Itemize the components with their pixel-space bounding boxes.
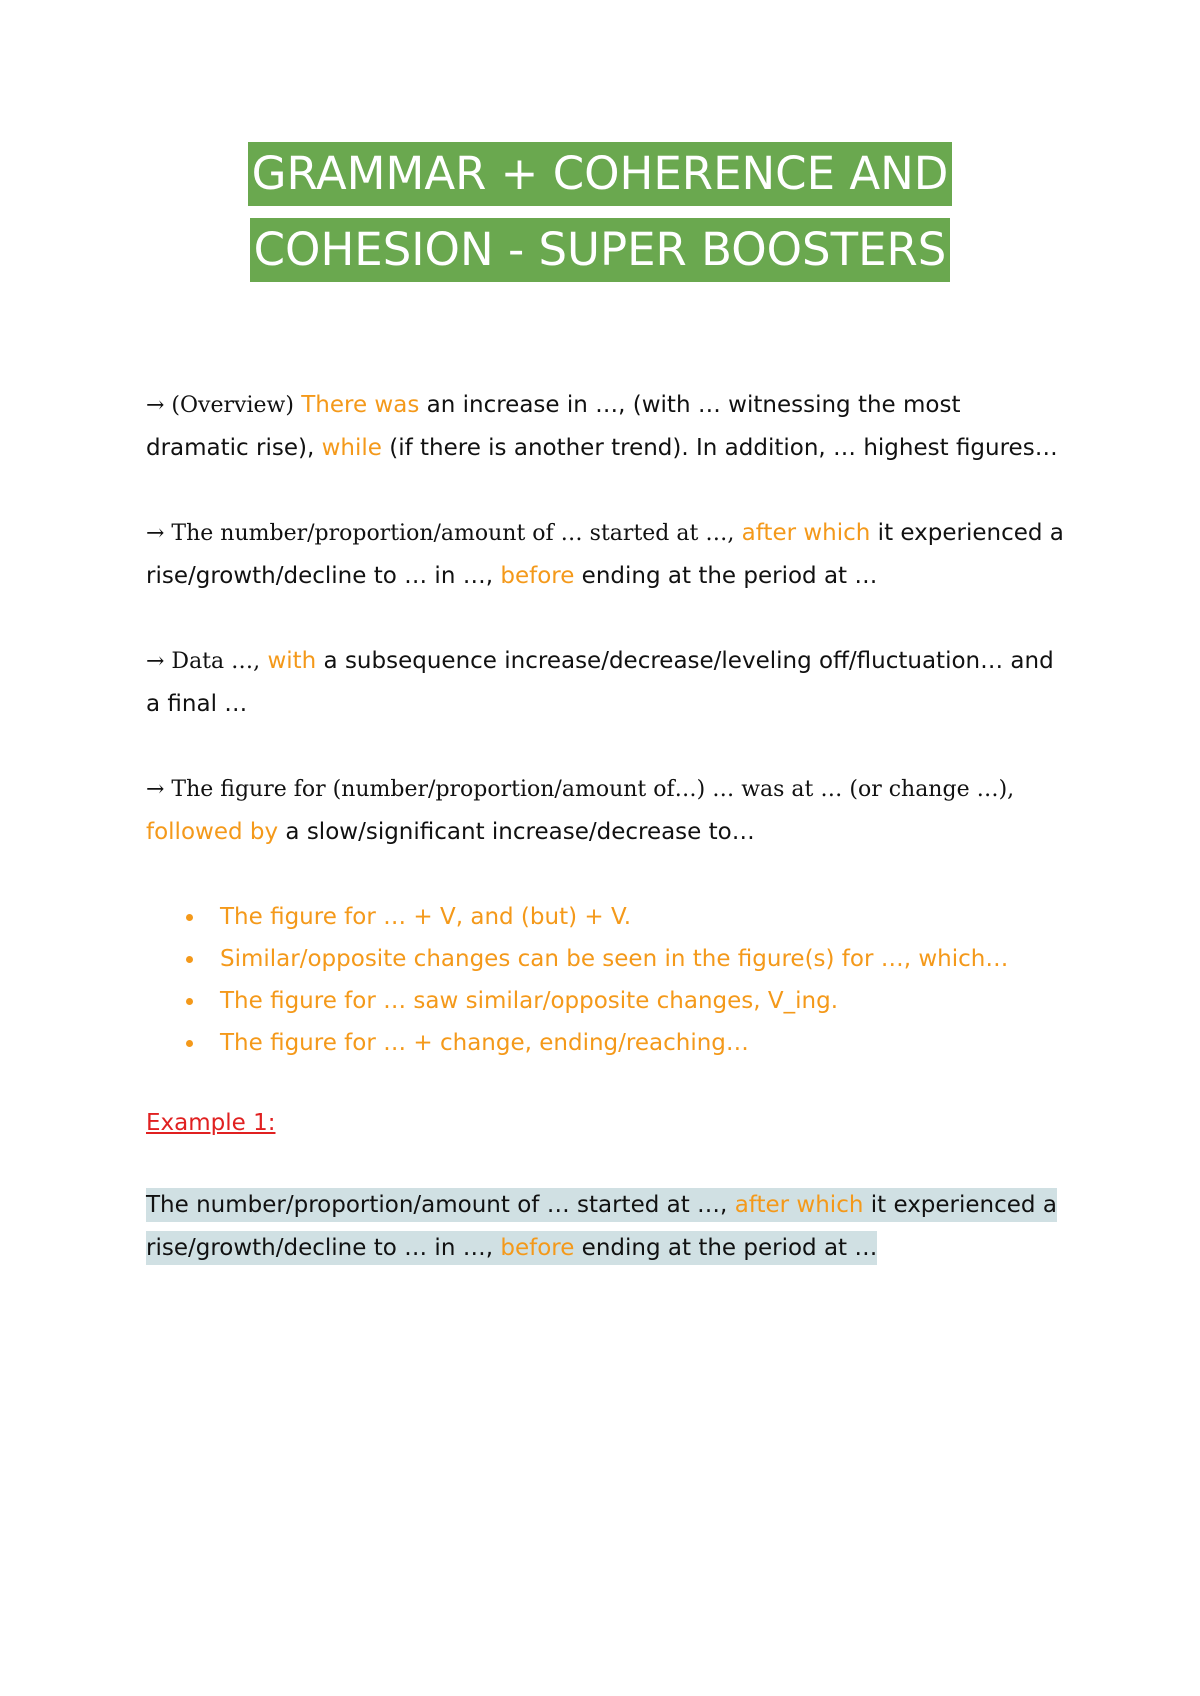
arrow-lead: → The number/proportion/amount of … started at …, (146, 521, 735, 546)
bullet-dot (186, 956, 193, 963)
bullet-dot (186, 998, 193, 1005)
list-item (146, 980, 1066, 1022)
arrow-lead: → The figure for (number/proportion/amount of…) … was at … (or change …), (146, 777, 1015, 802)
example-text: The number/proportion/amount of … started at …, (146, 1192, 735, 1218)
bullet-dot (186, 914, 193, 921)
bullet-text: The figure for … saw similar/opposite changes, V_ing. (220, 988, 839, 1014)
content (146, 384, 1066, 1270)
arrow-lead: → Data …, (146, 649, 261, 674)
paragraph-text: a slow/significant increase/decrease to… (278, 819, 755, 845)
title-line-1: GRAMMAR + COHERENCE AND (248, 142, 953, 206)
paragraph-data (146, 640, 1066, 726)
highlight-phrase: after which (741, 520, 871, 546)
highlight-phrase: before (500, 1235, 575, 1261)
highlight-phrase: while (321, 435, 382, 461)
paragraph-text: an increase in …, (with … witnessing the most dramatic rise), (146, 392, 961, 461)
paragraph-overview (146, 384, 1066, 470)
highlighted-example (146, 1188, 1057, 1265)
bullet-dot (186, 1040, 193, 1047)
example-heading: Example 1: (146, 1110, 276, 1136)
paragraph-text: ending at the period at … (574, 563, 878, 589)
list-item (146, 938, 1066, 980)
highlight-phrase: There was (301, 392, 420, 418)
paragraph-text: a subsequence increase/decrease/leveling off/fluctuation… and a final … (146, 648, 1054, 717)
highlight-phrase: after which (734, 1192, 864, 1218)
example-text: ending at the period at … (574, 1235, 878, 1261)
bullet-text: The figure for … + change, ending/reaching… (220, 1030, 749, 1056)
list-item (146, 1022, 1066, 1064)
title-line-2: COHESION - SUPER BOOSTERS (250, 218, 951, 282)
example-paragraph (146, 1184, 1066, 1270)
paragraph-figure-for (146, 768, 1066, 854)
arrow-lead: → (Overview) (146, 393, 294, 418)
title-block (0, 142, 1200, 282)
list-item (146, 896, 1066, 938)
example-text: it experienced a rise/growth/decline to … in …, (146, 1192, 1057, 1261)
highlight-phrase: followed by (146, 819, 279, 845)
highlight-phrase: with (267, 648, 317, 674)
highlight-phrase: before (500, 563, 575, 589)
paragraph-text: (if there is another trend). In addition, … highest figures… (381, 435, 1058, 461)
paragraph-text: it experienced a rise/growth/decline to … in …, (146, 520, 1064, 589)
bullet-text: The figure for … + V, and (but) + V. (220, 904, 632, 930)
bullet-text: Similar/opposite changes can be seen in the figure(s) for …, which… (220, 946, 1009, 972)
paragraph-number-proportion (146, 512, 1066, 598)
bullet-list (146, 896, 1066, 1064)
